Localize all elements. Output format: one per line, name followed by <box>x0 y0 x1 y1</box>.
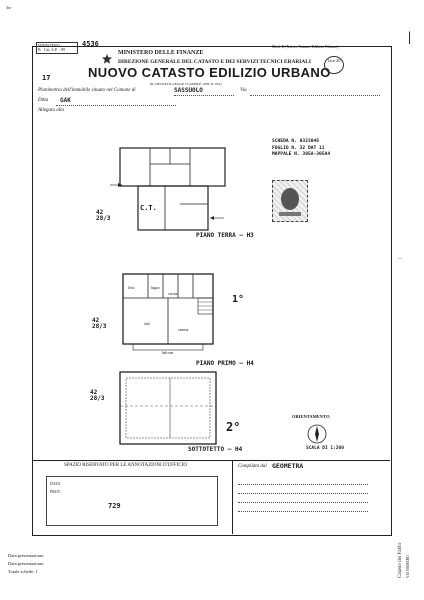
room-cucina: cucina <box>168 292 178 296</box>
edge-dash: — <box>398 255 402 260</box>
office-number: 729 <box>108 502 121 510</box>
document-subtitle: (R. DECRETO-LEGGE 13 APRILE 1939, N. 652) <box>150 82 222 86</box>
reserved-box <box>38 472 228 530</box>
attic-title: SOTTOTETTO — H4 <box>188 446 243 453</box>
prot-label: PROT. <box>50 489 61 494</box>
orientation-label: ORIENTAMENTO <box>292 414 330 419</box>
emblem-icon <box>101 52 113 64</box>
vertical-stamp-line-2: VIA NUMERO <box>406 555 410 578</box>
edge-mark: | <box>408 30 412 45</box>
ground-floor-title: PIANO TERRA — H3 <box>196 232 254 239</box>
footer-divider <box>232 460 233 534</box>
first-floor-mark: 1° <box>232 294 245 305</box>
first-annotation: 42 28/3 <box>92 317 107 330</box>
direction-label: DIREZIONE GENERALE DEL CATASTO E DEI SERVIZI TECNICI ERARIALI <box>118 59 311 65</box>
room-letto: letto <box>128 286 135 290</box>
via-line <box>250 95 380 96</box>
reserved-title: SPAZIO RISERVATO PER LE ANNOTAZIONI D'UFFICIO <box>64 463 187 468</box>
ground-room-label: C.T. <box>140 204 157 212</box>
handwritten-ref: 4536 <box>82 40 99 48</box>
stamp-line-2: B · Cat. S.P. · 89 <box>38 47 65 52</box>
attic-annotation: 42 28/3 <box>90 389 105 402</box>
presentation-notes <box>8 552 44 576</box>
corner-mark: 3st- <box>6 5 12 10</box>
mappale-number: MAPPALE N. 305A-305A4 <box>272 152 331 157</box>
ministry-stamp-box <box>36 42 78 54</box>
first-floor-title: PIANO PRIMO — H4 <box>196 360 254 367</box>
via-label: Via <box>240 88 247 93</box>
compiled-value: GEOMETRA <box>272 462 304 470</box>
comune-value: SASSUOLO <box>174 87 203 94</box>
stamp-line-1: MINISTERO <box>38 43 60 48</box>
note-1: Data presentazione: <box>8 553 45 558</box>
form-id: Mod. B (Nuovo Catasto Edilizio Urbano) <box>272 44 339 49</box>
ministry-label: MINISTERO DELLE FINANZE <box>118 50 204 56</box>
planimetria-label: Planimetria dell'immobile situato nel Comune di <box>38 88 136 93</box>
allegata-label: Allegata alla <box>38 108 64 113</box>
vertical-stamp <box>394 512 420 582</box>
comune-line <box>174 95 234 96</box>
ditta-line <box>56 105 176 106</box>
attic-mark: 2° <box>226 420 241 434</box>
attic-plan <box>110 366 226 452</box>
page-mark: 17 <box>42 74 51 82</box>
price-badge <box>324 56 344 74</box>
data-label: DATA <box>50 481 61 486</box>
vertical-stamp-line-1: Catasto dei Fabbr <box>398 542 403 578</box>
scheda-number: SCHEDA N. 0323046 <box>272 139 320 144</box>
compass-icon <box>306 423 328 445</box>
ground-annotation: 42 28/3 <box>96 209 111 222</box>
note-3: Totale schede: 1 <box>8 569 38 574</box>
note-2: Data presentazione: <box>8 561 45 566</box>
compiled-label: Compilata dal <box>238 464 267 469</box>
room-bagno: bagno <box>151 286 160 290</box>
signature-lines <box>238 478 368 528</box>
room-camera: camera <box>178 328 189 332</box>
ditta-value: GAK <box>60 97 71 104</box>
identifiers-block <box>272 139 330 159</box>
ground-floor-plan <box>110 144 250 240</box>
room-sala: sala <box>144 322 150 326</box>
foglio-number: FOGLIO N. 32 DAT 11 <box>272 145 325 151</box>
balcony-label: balcone <box>162 351 174 355</box>
ditta-label: Ditta <box>38 98 49 103</box>
scale-label: SCALA DI 1:200 <box>306 446 344 451</box>
first-floor-plan <box>118 270 228 356</box>
price-badge-text: Lire 20 <box>327 58 341 63</box>
annotation-box <box>46 476 218 526</box>
revenue-stamp-image <box>272 180 308 222</box>
document-title: NUOVO CATASTO EDILIZIO URBANO <box>88 65 331 80</box>
